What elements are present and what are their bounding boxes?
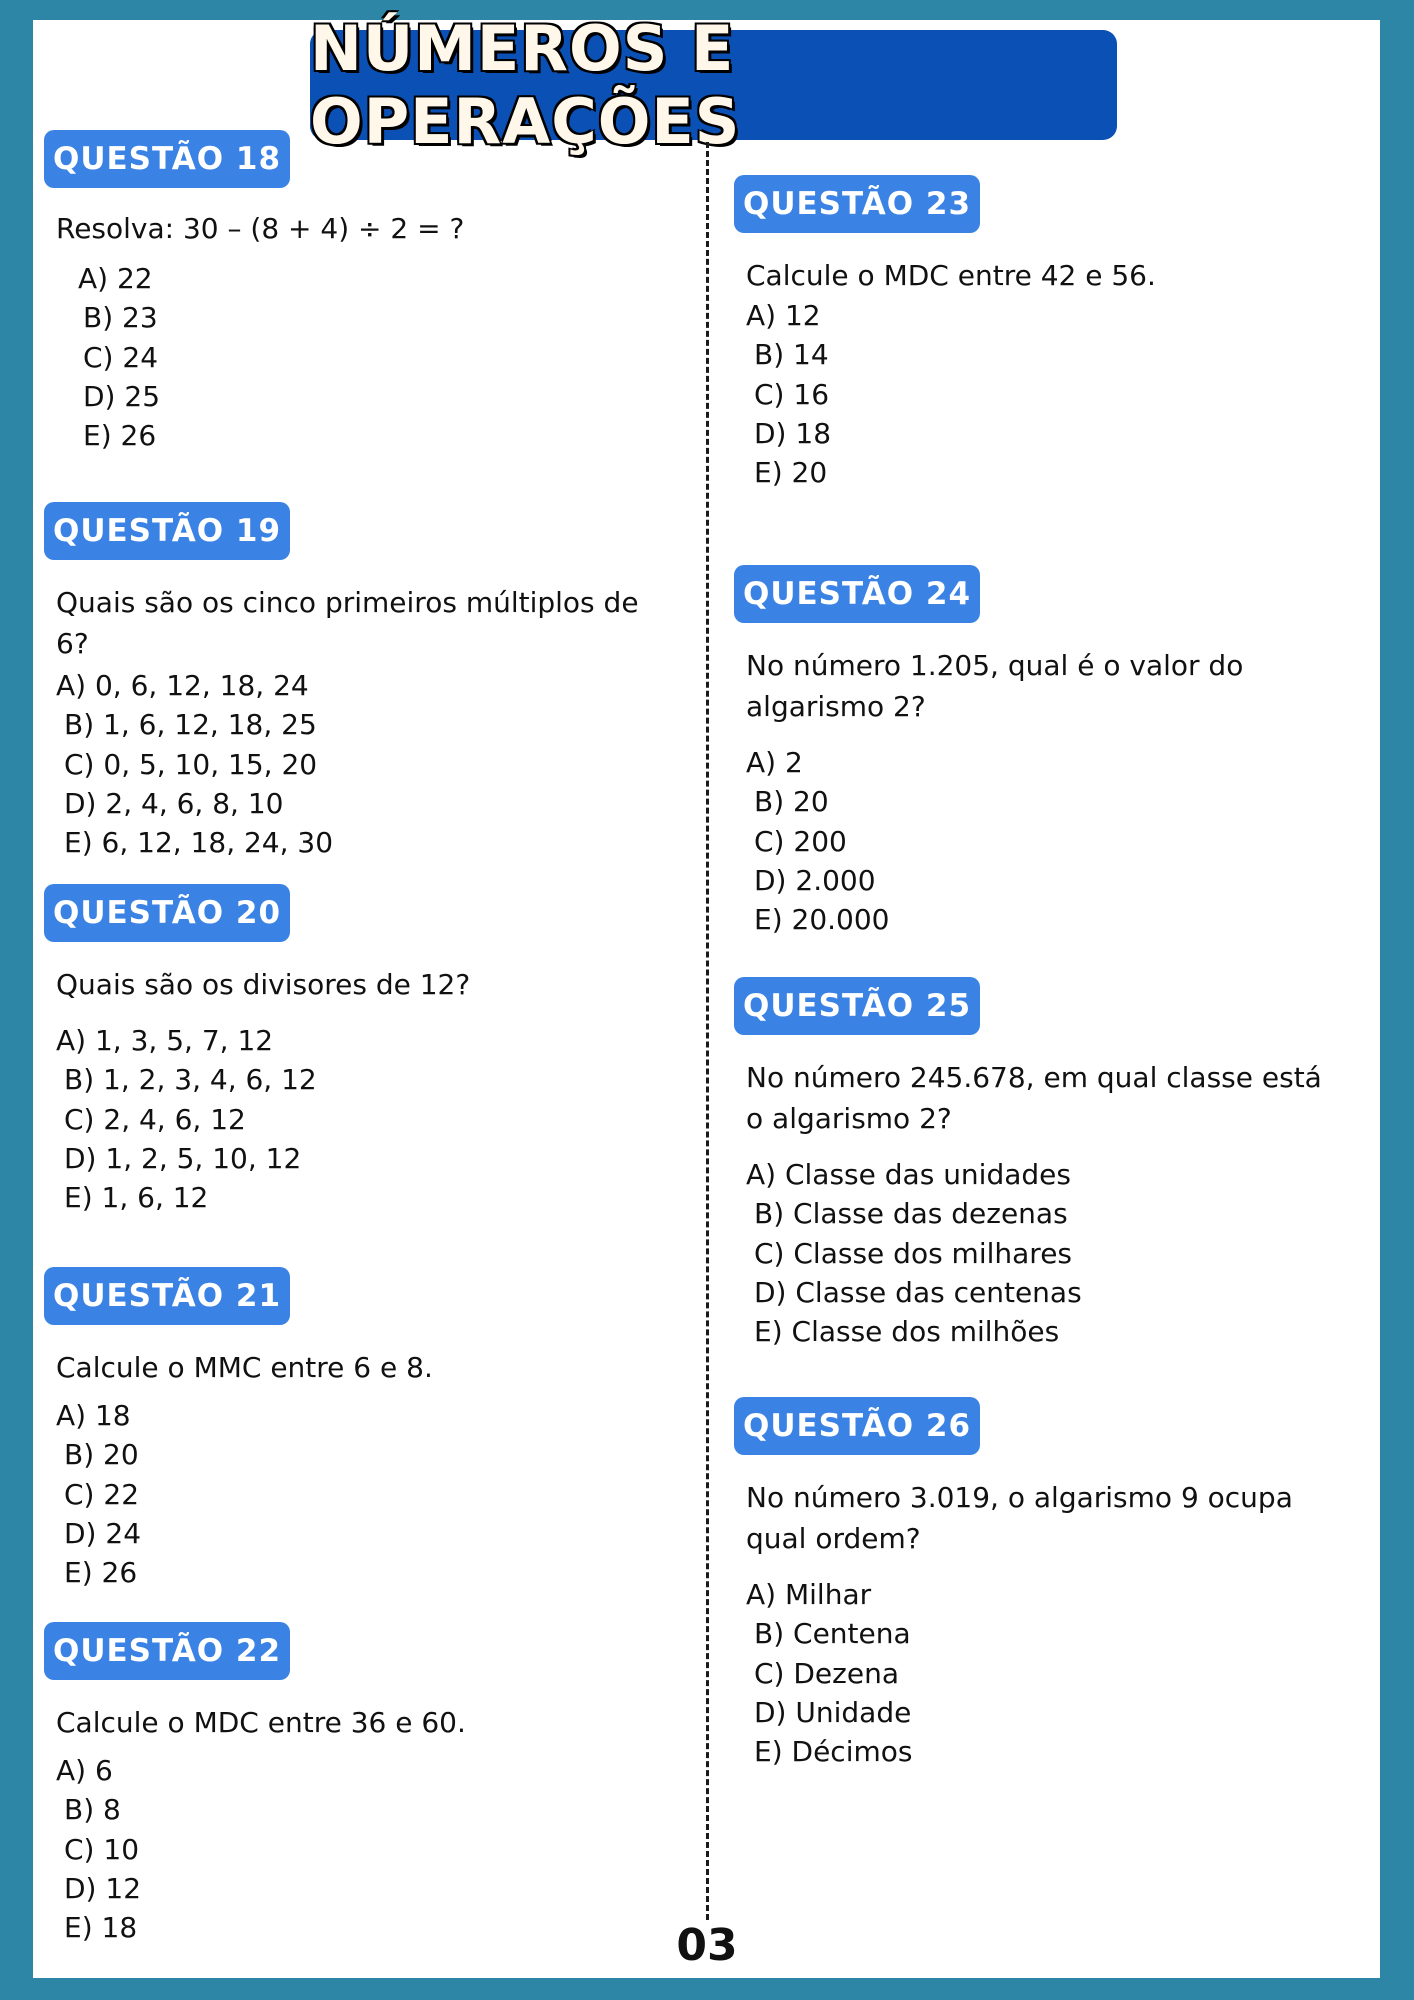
option-a: A) 1, 3, 5, 7, 12: [56, 1024, 274, 1057]
option-c: C) 200: [754, 824, 847, 858]
question-label: QUESTÃO 21: [44, 1267, 290, 1325]
option-d: D) 25: [83, 379, 161, 413]
question-block-23: [734, 175, 1354, 492]
option-c: C) 16: [754, 377, 830, 411]
option-e: E) 20: [754, 456, 828, 490]
option-b: B) 1, 2, 3, 4, 6, 12: [64, 1063, 317, 1097]
question-text: No número 245.678, em qual classe está o algarismo 2?: [746, 1061, 1322, 1135]
question-text: No número 1.205, qual é o valor do algarismo 2?: [746, 649, 1244, 723]
option-b: B) 20: [64, 1438, 139, 1472]
option-c: C) 0, 5, 10, 15, 20: [64, 747, 318, 781]
question-block-25: [734, 977, 1354, 1351]
question-text: No número 3.019, o algarismo 9 ocupa qual ordem?: [746, 1481, 1293, 1555]
option-a: A) Milhar: [746, 1578, 872, 1611]
question-label: QUESTÃO 22: [44, 1622, 290, 1680]
option-b: B) 14: [754, 338, 829, 372]
question-block-22: [44, 1622, 644, 1947]
answer-options: [78, 259, 644, 455]
option-e: E) 26: [83, 419, 157, 453]
option-e: E) 20.000: [754, 903, 890, 937]
question-block-21: [44, 1267, 644, 1592]
question-block-19: [44, 502, 644, 862]
answer-options: [746, 1155, 1354, 1351]
page-number: 03: [676, 1920, 738, 1971]
option-b: B) Centena: [754, 1617, 911, 1651]
answer-options: [56, 1751, 644, 1947]
question-label: QUESTÃO 25: [734, 977, 980, 1035]
option-a: A) 22: [78, 262, 153, 295]
question-text: Calcule o MDC entre 42 e 56.: [746, 259, 1156, 292]
option-d: D) 2, 4, 6, 8, 10: [64, 786, 284, 820]
question-text: Quais são os cinco primeiros múltiplos de 6?: [56, 586, 639, 660]
option-c: C) Classe dos milhares: [754, 1236, 1073, 1270]
option-d: D) 24: [64, 1516, 142, 1550]
option-e: E) Décimos: [754, 1735, 913, 1769]
option-d: D) 18: [754, 416, 832, 450]
option-d: D) 2.000: [754, 863, 876, 897]
question-block-24: [734, 565, 1354, 939]
question-text: Quais são os divisores de 12?: [56, 968, 471, 1001]
option-b: B) 8: [64, 1793, 121, 1827]
answer-options: [746, 296, 1354, 492]
option-a: A) 6: [56, 1754, 113, 1787]
option-c: C) 2, 4, 6, 12: [64, 1102, 246, 1136]
option-e: E) 26: [64, 1556, 138, 1590]
option-e: E) 1, 6, 12: [64, 1181, 209, 1215]
option-b: B) 1, 6, 12, 18, 25: [64, 708, 317, 742]
question-text: Resolva: 30 – (8 + 4) ÷ 2 = ?: [56, 212, 465, 245]
answer-options: [56, 1396, 644, 1592]
question-label: QUESTÃO 26: [734, 1397, 980, 1455]
answer-options: [746, 743, 1354, 939]
option-c: C) 22: [64, 1477, 140, 1511]
answer-options: [56, 666, 644, 862]
column-divider: [706, 142, 709, 1920]
question-block-26: [734, 1397, 1354, 1771]
option-a: A) 12: [746, 299, 821, 332]
option-d: D) Classe das centenas: [754, 1275, 1082, 1309]
question-block-20: [44, 884, 644, 1217]
question-label: QUESTÃO 18: [44, 130, 290, 188]
question-text: Calcule o MMC entre 6 e 8.: [56, 1351, 433, 1384]
option-e: E) 6, 12, 18, 24, 30: [64, 826, 334, 860]
option-b: B) 23: [83, 301, 158, 335]
question-label: QUESTÃO 19: [44, 502, 290, 560]
option-c: C) 24: [83, 340, 159, 374]
option-d: D) 12: [64, 1871, 142, 1905]
question-label: QUESTÃO 20: [44, 884, 290, 942]
option-a: A) Classe das unidades: [746, 1158, 1071, 1191]
question-text: Calcule o MDC entre 36 e 60.: [56, 1706, 466, 1739]
option-a: A) 18: [56, 1399, 131, 1432]
question-label: QUESTÃO 23: [734, 175, 980, 233]
option-d: D) Unidade: [754, 1695, 912, 1729]
answer-options: [56, 1021, 644, 1217]
option-a: A) 2: [746, 746, 803, 779]
option-e: E) 18: [64, 1911, 138, 1945]
question-block-18: [44, 130, 644, 455]
option-b: B) 20: [754, 785, 829, 819]
answer-options: [746, 1575, 1354, 1771]
page-title: NÚMEROS E OPERAÇÕES: [310, 30, 1117, 140]
option-e: E) Classe dos milhões: [754, 1315, 1060, 1349]
option-a: A) 0, 6, 12, 18, 24: [56, 669, 309, 702]
option-c: C) 10: [64, 1832, 140, 1866]
option-c: C) Dezena: [754, 1656, 899, 1690]
option-d: D) 1, 2, 5, 10, 12: [64, 1141, 302, 1175]
option-b: B) Classe das dezenas: [754, 1197, 1068, 1231]
question-label: QUESTÃO 24: [734, 565, 980, 623]
